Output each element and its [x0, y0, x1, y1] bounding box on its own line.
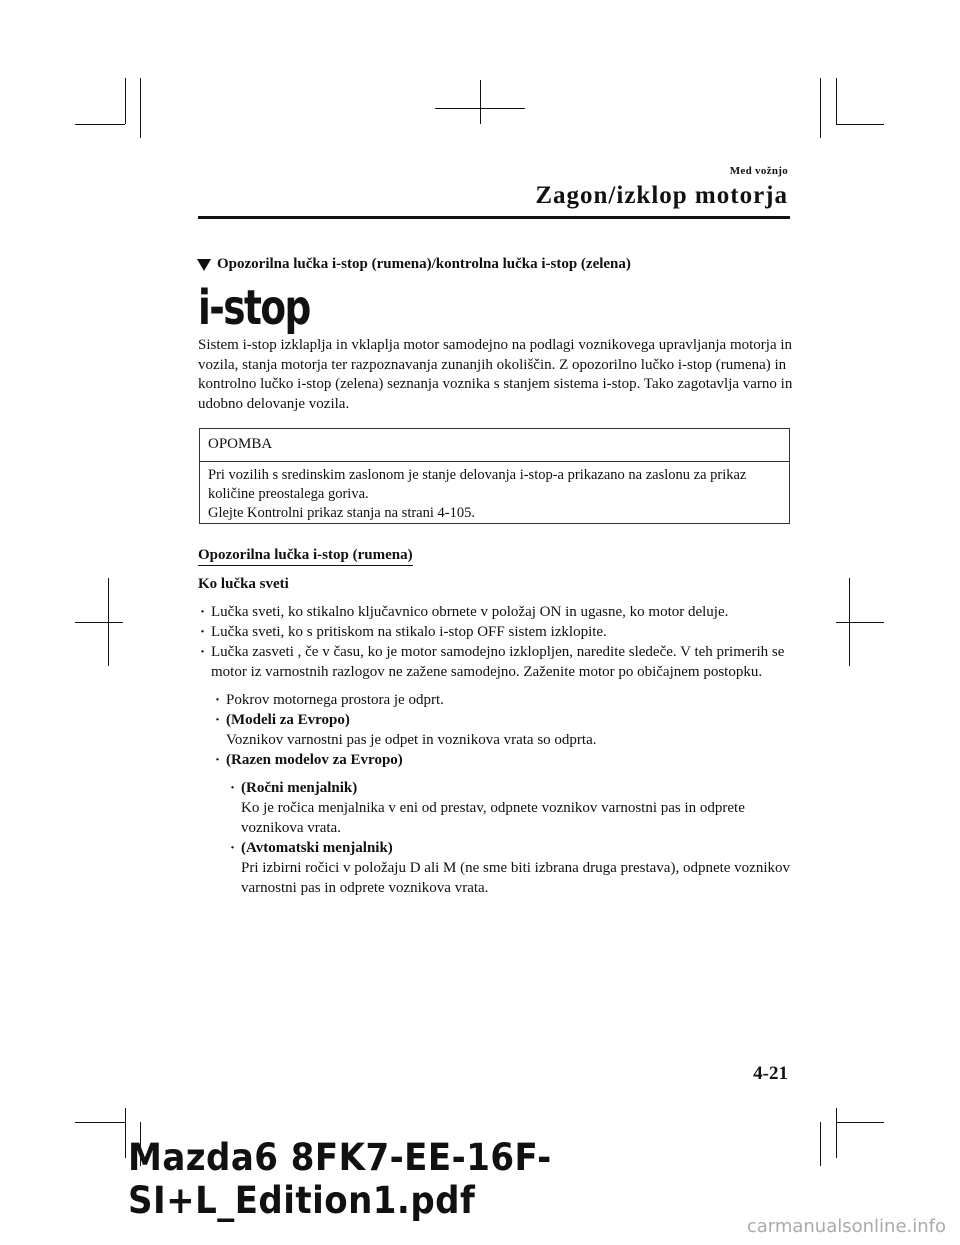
triangle-down-icon: [197, 259, 211, 271]
crop-mark: [836, 124, 884, 125]
section-heading: [197, 256, 631, 273]
list-item: · (Razen modelov za Evropo): [213, 750, 798, 770]
subsubheading: Ko lučka sveti: [198, 576, 289, 592]
subheading: Opozorilna lučka i-stop (rumena): [198, 547, 413, 566]
page-title: Zagon/izklop motorja: [535, 182, 788, 209]
list-item-text: Voznikov varnostni pas je odpet in voznikova vrata so odprta.: [226, 732, 597, 748]
list-item-text: Pri izbirni ročici v položaju D ali M (ne sme biti izbrana druga prestava), odpnete voznikov varnostni pas in odprete voznikova vrata.: [241, 860, 791, 896]
crop-mark: [849, 578, 850, 666]
crop-mark: [140, 78, 141, 138]
crop-mark: [125, 78, 126, 124]
crop-mark: [75, 124, 125, 125]
crop-mark: [820, 78, 821, 138]
list-item: [228, 838, 798, 898]
crop-mark: [836, 78, 837, 124]
crop-mark: [480, 80, 481, 124]
crop-mark: [75, 1122, 125, 1123]
crop-mark: [108, 578, 109, 666]
list-item: · Lučka sveti, ko stikalno ključavnico obrnete v položaj ON in ugasne, ko motor deluje.: [198, 602, 798, 622]
section-heading-text: Opozorilna lučka i-stop (rumena)/kontrolna lučka i-stop (zelena): [217, 256, 631, 272]
watermark: carmanualsonline.info: [746, 1216, 946, 1237]
footer-filename: Mazda6 8FK7-EE-16F-SI+L_Edition1.pdf: [128, 1136, 552, 1222]
page-number: 4-21: [753, 1063, 788, 1084]
crop-mark: [75, 622, 123, 623]
istop-indicator-icon: i-stop: [198, 280, 310, 336]
crop-mark: [836, 1122, 884, 1123]
bullet-list: [198, 602, 798, 898]
note-title: OPOMBA: [200, 429, 789, 462]
note-line: Pri vozilih s sredinskim zaslonom je stanje delovanja i-stop-a prikazano na zaslonu za prikaz količine preostalega goriva.: [208, 467, 747, 502]
intro-paragraph: Sistem i-stop izklaplja in vklaplja motor samodejno na podlagi voznikovega upravljanja motorja in vozila, stanja motorja ter razpoznavanja zunanjih okoliščin. Z opozorilno lučko i-stop (rumena) in kontrolno lučko i-stop (zelena) seznanja voznika s stanjem sistema i-stop. Tako zagotavlja varno in udobno delovanje vozila.: [198, 337, 793, 412]
crop-mark: [125, 1108, 126, 1158]
list-item: · Lučka zasveti , če v času, ko je motor samodejno izklopljen, naredite sledeče. V teh primerih se motor iz varnostnih razlogov ne zažene samodejno. Zaženite motor po običajnem postopku.: [198, 642, 798, 682]
list-item: · Pokrov motornega prostora je odprt.: [213, 690, 798, 710]
list-item: [213, 710, 798, 750]
list-item-title: · (Avtomatski menjalnik): [241, 840, 393, 856]
note-box: [199, 428, 790, 524]
list-item-title: · (Modeli za Evropo): [226, 712, 350, 728]
list-item: [228, 778, 798, 838]
note-line: Glejte Kontrolni prikaz stanja na strani 4-105.: [208, 505, 475, 521]
list-item: · Lučka sveti, ko s pritiskom na stikalo i-stop OFF sistem izklopite.: [198, 622, 798, 642]
header-rule: [198, 216, 790, 219]
list-item-text: Ko je ročica menjalnika v eni od prestav, odpnete voznikov varnostni pas in odprete voznikova vrata.: [241, 800, 745, 836]
note-body: [200, 462, 789, 527]
section-label: Med vožnjo: [729, 165, 788, 177]
list-item-title: · (Ročni menjalnik): [241, 780, 358, 796]
crop-mark: [836, 622, 884, 623]
